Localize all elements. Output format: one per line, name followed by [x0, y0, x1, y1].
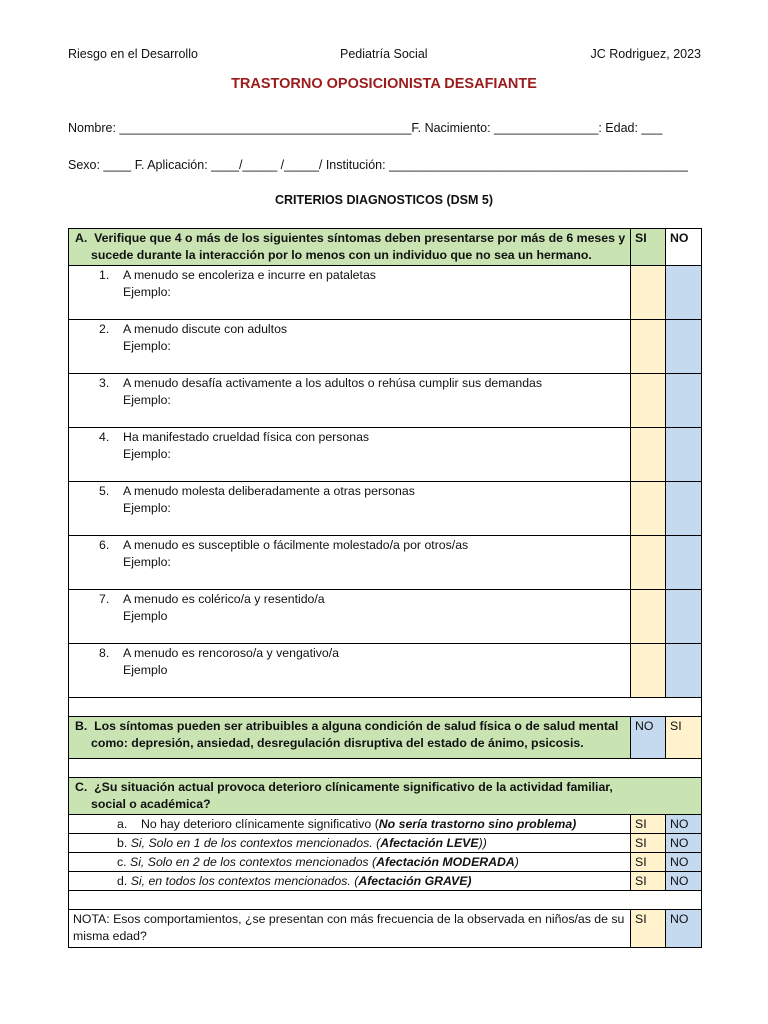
- option-d-no[interactable]: NO: [666, 872, 702, 891]
- section-a-col-si: SI: [631, 229, 666, 266]
- answer-si-7[interactable]: [631, 590, 666, 644]
- answer-si-1[interactable]: [631, 266, 666, 320]
- option-a-no[interactable]: NO: [666, 815, 702, 834]
- form-line-name[interactable]: Nombre: __________________________________________F. Nacimiento: _______________: Edad: ___: [68, 121, 663, 135]
- option-b-no[interactable]: NO: [666, 834, 702, 853]
- answer-si-2[interactable]: [631, 320, 666, 374]
- answer-no-2[interactable]: [666, 320, 702, 374]
- answer-no-4[interactable]: [666, 428, 702, 482]
- table-row: c. Si, Solo en 2 de los contextos mencionados (Afectación MODERADA) SI NO: [69, 853, 702, 872]
- table-row: 8. A menudo es rencoroso/a y vengativo/a Ejemplo: [69, 644, 702, 698]
- section-a-col-no: NO: [666, 229, 702, 266]
- table-row: b. Si, Solo en 1 de los contextos mencionados. (Afectación LEVE)) SI NO: [69, 834, 702, 853]
- criteria-title: CRITERIOS DIAGNOSTICOS (DSM 5): [274, 193, 494, 207]
- header-right: JC Rodriguez, 2023: [590, 47, 701, 61]
- nota-si[interactable]: SI: [631, 910, 666, 948]
- section-b-no[interactable]: NO: [631, 717, 666, 759]
- option-d-si[interactable]: SI: [631, 872, 666, 891]
- answer-si-6[interactable]: [631, 536, 666, 590]
- form-line-sex[interactable]: Sexo: ____ F. Aplicación: ____/_____ /_____/ Institución: ___________________________________________: [68, 158, 688, 172]
- option-c-no[interactable]: NO: [666, 853, 702, 872]
- table-row: a. No hay deterioro clínicamente significativo (No sería trastorno sino problema) SI NO: [69, 815, 702, 834]
- section-c-text: C. ¿Su situación actual provoca deterioro clínicamente significativo de la actividad familiar, social o académica?: [69, 778, 702, 815]
- section-c-header: [69, 778, 702, 815]
- spacer-row: [69, 759, 702, 778]
- section-a-text: A. Verifique que 4 o más de los siguientes síntomas deben presentarse por más de 6 meses y sucede durante la interacción por lo menos con un individuo que no sea un hermano.: [69, 229, 631, 266]
- table-row: 4. Ha manifestado crueldad física con personas Ejemplo:: [69, 428, 702, 482]
- criteria-table: [68, 228, 702, 948]
- section-b-row: [69, 717, 702, 759]
- option-c-si[interactable]: SI: [631, 853, 666, 872]
- section-b-si[interactable]: SI: [666, 717, 702, 759]
- nota-no[interactable]: NO: [666, 910, 702, 948]
- section-a-header: [69, 229, 702, 266]
- header-center: Pediatría Social: [340, 47, 428, 61]
- table-row: d. Si, en todos los contextos mencionados. (Afectación GRAVE) SI NO: [69, 872, 702, 891]
- page-header: [68, 47, 701, 63]
- document-title: TRASTORNO OPOSICIONISTA DESAFIANTE: [231, 76, 537, 92]
- answer-no-7[interactable]: [666, 590, 702, 644]
- section-b-text: B. Los síntomas pueden ser atribuibles a alguna condición de salud física o de salud mental como: depresión, ansiedad, desregulación disruptiva del estado de ánimo, psicosis.: [69, 717, 631, 759]
- spacer-row: [69, 891, 702, 910]
- answer-si-4[interactable]: [631, 428, 666, 482]
- answer-no-3[interactable]: [666, 374, 702, 428]
- answer-no-5[interactable]: [666, 482, 702, 536]
- spacer-row: [69, 698, 702, 717]
- answer-no-6[interactable]: [666, 536, 702, 590]
- nota-row: [69, 910, 702, 948]
- answer-si-5[interactable]: [631, 482, 666, 536]
- answer-no-8[interactable]: [666, 644, 702, 698]
- table-row: 3. A menudo desafía activamente a los adultos o rehúsa cumplir sus demandas Ejemplo:: [69, 374, 702, 428]
- option-a-si[interactable]: SI: [631, 815, 666, 834]
- answer-no-1[interactable]: [666, 266, 702, 320]
- option-b-si[interactable]: SI: [631, 834, 666, 853]
- answer-si-3[interactable]: [631, 374, 666, 428]
- answer-si-8[interactable]: [631, 644, 666, 698]
- table-row: 6. A menudo es susceptible o fácilmente molestado/a por otros/as Ejemplo:: [69, 536, 702, 590]
- table-row: 5. A menudo molesta deliberadamente a otras personas Ejemplo:: [69, 482, 702, 536]
- table-row: 1. A menudo se encoleriza e incurre en pataletas Ejemplo:: [69, 266, 702, 320]
- header-left: Riesgo en el Desarrollo: [68, 47, 198, 61]
- nota-text: NOTA: Esos comportamientos, ¿se presentan con más frecuencia de la observada en niños/as de su misma edad?: [69, 910, 631, 948]
- table-row: 2. A menudo discute con adultos Ejemplo:: [69, 320, 702, 374]
- table-row: 7. A menudo es colérico/a y resentido/a Ejemplo: [69, 590, 702, 644]
